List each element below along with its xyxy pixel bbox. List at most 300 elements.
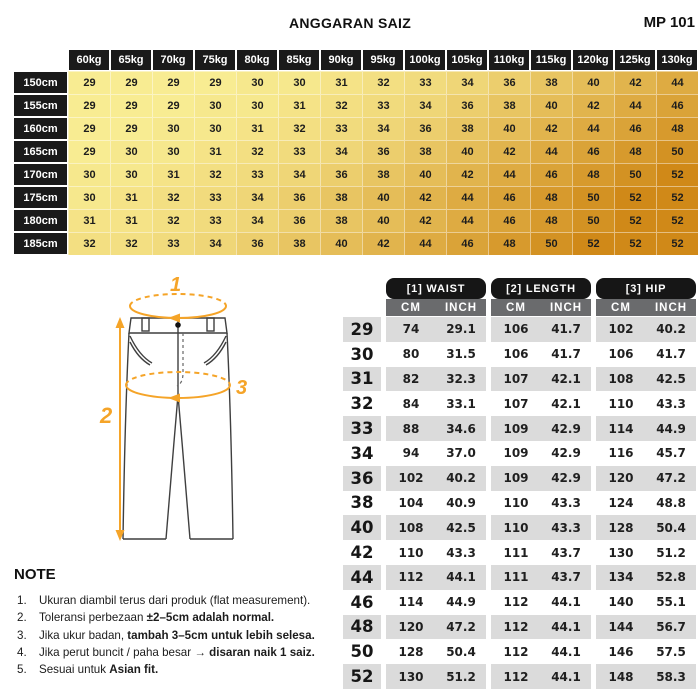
size-row-label: 50 <box>350 642 374 662</box>
size-value-cell: 33 <box>194 209 236 232</box>
size-value-cell: 42 <box>614 71 656 94</box>
size-value-cell: 32 <box>236 140 278 163</box>
note-item-text: Sesuai untuk Asian fit. <box>39 663 159 677</box>
size-value-cell: 42 <box>530 117 572 140</box>
measurement-value: 106 <box>608 347 634 362</box>
size-value-cell: 29 <box>152 94 194 117</box>
measurement-value: 40.2 <box>646 317 696 342</box>
measurement-value: 124 <box>608 495 634 510</box>
size-value-cell: 36 <box>320 163 362 186</box>
size-value-cell: 50 <box>614 163 656 186</box>
measurement-value: 107 <box>503 396 529 411</box>
height-header: 160cm <box>13 117 68 140</box>
size-value-cell: 38 <box>530 71 572 94</box>
measurement-value: 120 <box>386 615 436 640</box>
size-row-label: 31 <box>343 367 381 392</box>
measurement-value: 34.6 <box>436 416 486 441</box>
measurement-value: 43.3 <box>551 495 581 510</box>
measurement-value: 33.1 <box>446 396 476 411</box>
size-value-cell: 32 <box>278 117 320 140</box>
measurement-value: 44.9 <box>446 595 476 610</box>
size-value-cell: 42 <box>404 186 446 209</box>
measurement-value: 41.7 <box>541 317 591 342</box>
size-row-label: 42 <box>350 543 374 563</box>
table-row <box>343 639 696 664</box>
measure-body <box>343 317 696 689</box>
note-item <box>14 592 386 609</box>
measurement-value: 50.4 <box>446 644 476 659</box>
measurement-value: 130 <box>386 664 436 689</box>
size-value-cell: 34 <box>320 140 362 163</box>
measurement-value: 111 <box>503 545 529 560</box>
measurement-value: 112 <box>491 615 541 640</box>
weight-header: 130kg <box>656 49 698 71</box>
size-value-cell: 44 <box>530 140 572 163</box>
measurement-value: 110 <box>503 495 529 510</box>
size-value-cell: 40 <box>446 140 488 163</box>
size-value-cell: 52 <box>656 186 698 209</box>
measurement-value: 47.2 <box>436 615 486 640</box>
size-value-cell: 33 <box>236 163 278 186</box>
size-value-cell: 30 <box>110 140 152 163</box>
measurement-value: 128 <box>596 515 646 540</box>
size-row-label: 48 <box>343 615 381 640</box>
size-value-cell: 40 <box>404 163 446 186</box>
size-value-cell: 36 <box>278 186 320 209</box>
pants-diagram <box>90 273 260 563</box>
size-value-cell: 38 <box>404 140 446 163</box>
measurement-value: 44.1 <box>436 565 486 590</box>
measurement-value: 112 <box>491 664 541 689</box>
size-value-cell: 46 <box>530 163 572 186</box>
size-value-cell: 42 <box>572 94 614 117</box>
size-value-cell: 42 <box>488 140 530 163</box>
size-value-cell: 33 <box>320 117 362 140</box>
waist-label: 1 <box>170 274 182 296</box>
height-header: 175cm <box>13 186 68 209</box>
column-group-header: [2] LENGTH <box>491 278 591 299</box>
size-value-cell: 48 <box>572 163 614 186</box>
table-row <box>343 565 696 590</box>
size-value-cell: 40 <box>572 71 614 94</box>
note-item-text: Jika ukur badan, tambah 3–5cm untuk lebih selesa. <box>39 628 315 642</box>
height-header: 180cm <box>13 209 68 232</box>
size-value-cell: 30 <box>278 71 320 94</box>
note-item-text: Ukuran diambil terus dari produk (flat measurement). <box>39 594 311 607</box>
measurement-value: 128 <box>398 644 424 659</box>
table-row <box>343 317 696 342</box>
size-value-cell: 32 <box>110 232 152 255</box>
measurement-value: 32.3 <box>436 367 486 392</box>
measurement-value: 111 <box>491 565 541 590</box>
size-value-cell: 52 <box>656 232 698 255</box>
size-value-cell: 31 <box>152 163 194 186</box>
table-row <box>343 615 696 640</box>
measurement-value: 47.2 <box>646 466 696 491</box>
size-value-cell: 44 <box>446 209 488 232</box>
size-value-cell: 31 <box>236 117 278 140</box>
note-item-text: Jika perut buncit / paha besar → disaran naik 1 saiz. <box>39 645 315 659</box>
column-group-header: [1] WAIST <box>386 278 486 299</box>
size-value-cell: 31 <box>278 94 320 117</box>
table-row <box>343 391 696 416</box>
measurement-value: 42.1 <box>551 396 581 411</box>
measurement-value: 110 <box>491 515 541 540</box>
size-value-cell: 46 <box>446 232 488 255</box>
size-value-cell: 32 <box>152 186 194 209</box>
measurement-value: 144 <box>596 615 646 640</box>
unit-header: CM <box>491 299 541 316</box>
height-header: 165cm <box>13 140 68 163</box>
pants-outline <box>123 318 233 539</box>
size-row-label: 30 <box>350 344 374 364</box>
size-row-label: 36 <box>343 466 381 491</box>
table-row <box>343 664 696 689</box>
measurement-value: 43.3 <box>446 545 476 560</box>
measurement-value: 43.3 <box>541 515 591 540</box>
measurement-value: 88 <box>386 416 436 441</box>
size-value-cell: 33 <box>404 71 446 94</box>
measurement-table <box>343 278 696 689</box>
measurement-value: 84 <box>402 396 420 411</box>
measurement-value: 116 <box>608 446 634 461</box>
measurement-value: 94 <box>402 446 420 461</box>
size-value-cell: 29 <box>68 71 110 94</box>
note-item-number: 1. <box>17 594 27 607</box>
size-value-cell: 36 <box>404 117 446 140</box>
table-row <box>343 515 696 540</box>
size-value-cell: 30 <box>236 71 278 94</box>
size-value-cell: 38 <box>488 94 530 117</box>
size-value-cell: 29 <box>110 71 152 94</box>
measurement-value: 120 <box>596 466 646 491</box>
size-value-cell: 40 <box>320 232 362 255</box>
size-value-cell: 33 <box>194 186 236 209</box>
height-header: 155cm <box>13 94 68 117</box>
size-value-cell: 29 <box>68 94 110 117</box>
measurement-value: 42.1 <box>541 367 591 392</box>
size-value-cell: 44 <box>446 186 488 209</box>
size-value-cell: 48 <box>530 209 572 232</box>
weight-header: 75kg <box>194 49 236 71</box>
measurement-value: 43.7 <box>551 545 581 560</box>
length-label: 2 <box>100 403 113 428</box>
size-value-cell: 46 <box>572 140 614 163</box>
measurement-value: 40.9 <box>446 495 476 510</box>
size-value-cell: 34 <box>236 186 278 209</box>
measurement-value: 42.9 <box>551 446 581 461</box>
size-value-cell: 40 <box>362 209 404 232</box>
size-value-cell: 31 <box>194 140 236 163</box>
size-row-label: 32 <box>350 394 374 414</box>
note-item <box>14 609 386 626</box>
table-row <box>343 367 696 392</box>
measurement-value: 37.0 <box>446 446 476 461</box>
size-row-label: 38 <box>350 493 374 513</box>
size-matrix <box>13 49 698 255</box>
measurement-value: 112 <box>386 565 436 590</box>
table-row <box>343 342 696 367</box>
size-value-cell: 30 <box>194 117 236 140</box>
measurement-value: 43.7 <box>541 565 591 590</box>
unit-header: INCH <box>646 299 696 316</box>
measurement-value: 140 <box>608 595 634 610</box>
measurement-value: 42.9 <box>541 416 591 441</box>
matrix-corner <box>13 49 68 71</box>
size-value-cell: 36 <box>362 140 404 163</box>
size-value-cell: 44 <box>404 232 446 255</box>
note-item <box>14 661 386 678</box>
measurement-value: 51.2 <box>436 664 486 689</box>
weight-header: 105kg <box>446 49 488 71</box>
unit-header: INCH <box>436 299 486 316</box>
weight-header: 115kg <box>530 49 572 71</box>
measurement-value: 104 <box>398 495 424 510</box>
hip-label: 3 <box>236 377 248 399</box>
measurement-value: 74 <box>386 317 436 342</box>
size-row-label: 52 <box>343 664 381 689</box>
size-value-cell: 48 <box>656 117 698 140</box>
size-value-cell: 44 <box>614 94 656 117</box>
size-value-cell: 52 <box>572 232 614 255</box>
size-value-cell: 40 <box>488 117 530 140</box>
size-value-cell: 32 <box>68 232 110 255</box>
note-item <box>14 644 386 661</box>
weight-header: 65kg <box>110 49 152 71</box>
measure-subheader <box>343 299 696 316</box>
measurement-value: 106 <box>503 347 529 362</box>
size-value-cell: 42 <box>362 232 404 255</box>
size-value-cell: 34 <box>194 232 236 255</box>
size-value-cell: 34 <box>278 163 320 186</box>
table-row <box>343 491 696 516</box>
size-value-cell: 48 <box>614 140 656 163</box>
measurement-value: 80 <box>402 347 420 362</box>
size-value-cell: 50 <box>572 209 614 232</box>
size-value-cell: 46 <box>488 209 530 232</box>
size-value-cell: 33 <box>152 232 194 255</box>
height-header: 185cm <box>13 232 68 255</box>
weight-header: 85kg <box>278 49 320 71</box>
measurement-value: 51.2 <box>656 545 686 560</box>
measurement-value: 102 <box>596 317 646 342</box>
measurement-value: 41.7 <box>656 347 686 362</box>
note-item-number: 3. <box>17 628 27 642</box>
note-section <box>14 566 386 678</box>
size-value-cell: 48 <box>530 186 572 209</box>
note-item-number: 5. <box>17 663 27 677</box>
size-value-cell: 31 <box>320 71 362 94</box>
weight-header: 60kg <box>68 49 110 71</box>
size-value-cell: 44 <box>572 117 614 140</box>
weight-header: 110kg <box>488 49 530 71</box>
weight-header: 100kg <box>404 49 446 71</box>
size-value-cell: 52 <box>614 209 656 232</box>
size-value-cell: 30 <box>236 94 278 117</box>
size-value-cell: 34 <box>362 117 404 140</box>
measurement-value: 110 <box>398 545 424 560</box>
size-value-cell: 42 <box>404 209 446 232</box>
measurement-value: 108 <box>386 515 436 540</box>
note-heading: NOTE <box>14 566 56 583</box>
size-value-cell: 46 <box>614 117 656 140</box>
measurement-value: 112 <box>503 595 529 610</box>
measurement-value: 55.1 <box>656 595 686 610</box>
measurement-value: 44.1 <box>551 595 581 610</box>
column-group-header: [3] HIP <box>596 278 696 299</box>
measurement-value: 42.9 <box>541 466 591 491</box>
size-value-cell: 29 <box>152 71 194 94</box>
size-value-cell: 48 <box>488 232 530 255</box>
measurement-value: 109 <box>491 466 541 491</box>
measurement-value: 50.4 <box>646 515 696 540</box>
measurement-value: 44.1 <box>551 644 581 659</box>
size-value-cell: 42 <box>446 163 488 186</box>
button-icon <box>175 322 181 328</box>
unit-header: CM <box>596 299 646 316</box>
size-value-cell: 36 <box>446 94 488 117</box>
page-title: ANGGARAN SAIZ <box>288 15 412 31</box>
size-value-cell: 36 <box>236 232 278 255</box>
size-value-cell: 29 <box>68 117 110 140</box>
size-row-label: 34 <box>350 443 374 463</box>
size-value-cell: 29 <box>68 140 110 163</box>
size-value-cell: 50 <box>530 232 572 255</box>
size-value-cell: 52 <box>656 163 698 186</box>
size-value-cell: 34 <box>236 209 278 232</box>
size-value-cell: 36 <box>278 209 320 232</box>
size-value-cell: 32 <box>362 71 404 94</box>
table-row <box>343 540 696 565</box>
measurement-value: 130 <box>608 545 634 560</box>
weight-header: 80kg <box>236 49 278 71</box>
size-value-cell: 30 <box>152 117 194 140</box>
measurement-value: 29.1 <box>436 317 486 342</box>
size-value-cell: 30 <box>152 140 194 163</box>
size-value-cell: 29 <box>110 117 152 140</box>
measurement-value: 109 <box>503 446 529 461</box>
measurement-value: 45.7 <box>656 446 686 461</box>
size-row-label: 29 <box>343 317 381 342</box>
size-value-cell: 38 <box>320 186 362 209</box>
measurement-value: 41.7 <box>551 347 581 362</box>
size-value-cell: 38 <box>278 232 320 255</box>
size-value-cell: 46 <box>656 94 698 117</box>
measurement-value: 106 <box>491 317 541 342</box>
weight-header: 125kg <box>614 49 656 71</box>
table-row <box>343 416 696 441</box>
size-row-label: 44 <box>343 565 381 590</box>
size-value-cell: 38 <box>362 163 404 186</box>
size-value-cell: 50 <box>656 140 698 163</box>
size-value-cell: 32 <box>320 94 362 117</box>
size-value-cell: 29 <box>194 71 236 94</box>
measurement-value: 31.5 <box>446 347 476 362</box>
measurement-value: 107 <box>491 367 541 392</box>
measurement-value: 146 <box>608 644 634 659</box>
size-value-cell: 33 <box>362 94 404 117</box>
size-value-cell: 52 <box>614 232 656 255</box>
measurement-value: 56.7 <box>646 615 696 640</box>
weight-header: 95kg <box>362 49 404 71</box>
size-value-cell: 32 <box>152 209 194 232</box>
measurement-value: 40.2 <box>436 466 486 491</box>
size-value-cell: 46 <box>488 186 530 209</box>
table-row <box>343 466 696 491</box>
height-header: 170cm <box>13 163 68 186</box>
measurement-value: 57.5 <box>656 644 686 659</box>
measure-header <box>343 278 696 299</box>
table-row <box>343 590 696 615</box>
height-header: 150cm <box>13 71 68 94</box>
measurement-value: 134 <box>596 565 646 590</box>
measurement-value: 114 <box>596 416 646 441</box>
measurement-value: 108 <box>596 367 646 392</box>
unit-header: CM <box>386 299 436 316</box>
measurement-value: 112 <box>503 644 529 659</box>
model-code: MP 101 <box>643 14 695 31</box>
measurement-value: 110 <box>608 396 634 411</box>
size-value-cell: 40 <box>362 186 404 209</box>
size-value-cell: 31 <box>110 186 152 209</box>
size-value-cell: 52 <box>656 209 698 232</box>
measurement-value: 82 <box>386 367 436 392</box>
size-row-label: 33 <box>343 416 381 441</box>
size-row-label: 40 <box>343 515 381 540</box>
measurement-value: 42.5 <box>646 367 696 392</box>
measurement-value: 48.8 <box>656 495 686 510</box>
measurement-value: 52.8 <box>646 565 696 590</box>
size-value-cell: 31 <box>68 209 110 232</box>
size-value-cell: 29 <box>110 94 152 117</box>
weight-header: 90kg <box>320 49 362 71</box>
size-value-cell: 33 <box>278 140 320 163</box>
weight-header: 70kg <box>152 49 194 71</box>
size-value-cell: 52 <box>614 186 656 209</box>
size-value-cell: 38 <box>446 117 488 140</box>
size-value-cell: 31 <box>110 209 152 232</box>
size-row-label: 46 <box>350 592 374 612</box>
table-row <box>343 441 696 466</box>
note-list <box>14 592 386 678</box>
size-value-cell: 44 <box>656 71 698 94</box>
size-value-cell: 40 <box>530 94 572 117</box>
measurement-value: 148 <box>596 664 646 689</box>
measurement-value: 44.9 <box>646 416 696 441</box>
size-value-cell: 34 <box>404 94 446 117</box>
size-value-cell: 50 <box>572 186 614 209</box>
size-value-cell: 30 <box>110 163 152 186</box>
note-item-text: Toleransi perbezaan ±2–5cm adalah normal. <box>39 611 275 625</box>
unit-header: INCH <box>541 299 591 316</box>
size-value-cell: 30 <box>68 163 110 186</box>
measurement-value: 42.5 <box>436 515 486 540</box>
note-item-number: 2. <box>17 611 27 625</box>
size-value-cell: 44 <box>488 163 530 186</box>
measurement-value: 102 <box>386 466 436 491</box>
size-value-cell: 38 <box>320 209 362 232</box>
measurement-value: 109 <box>491 416 541 441</box>
weight-header: 120kg <box>572 49 614 71</box>
measurement-value: 43.3 <box>656 396 686 411</box>
size-value-cell: 32 <box>194 163 236 186</box>
measurement-value: 44.1 <box>541 664 591 689</box>
measurement-value: 114 <box>398 595 424 610</box>
note-item-number: 4. <box>17 645 27 659</box>
size-value-cell: 34 <box>446 71 488 94</box>
size-value-cell: 36 <box>488 71 530 94</box>
size-value-cell: 30 <box>68 186 110 209</box>
